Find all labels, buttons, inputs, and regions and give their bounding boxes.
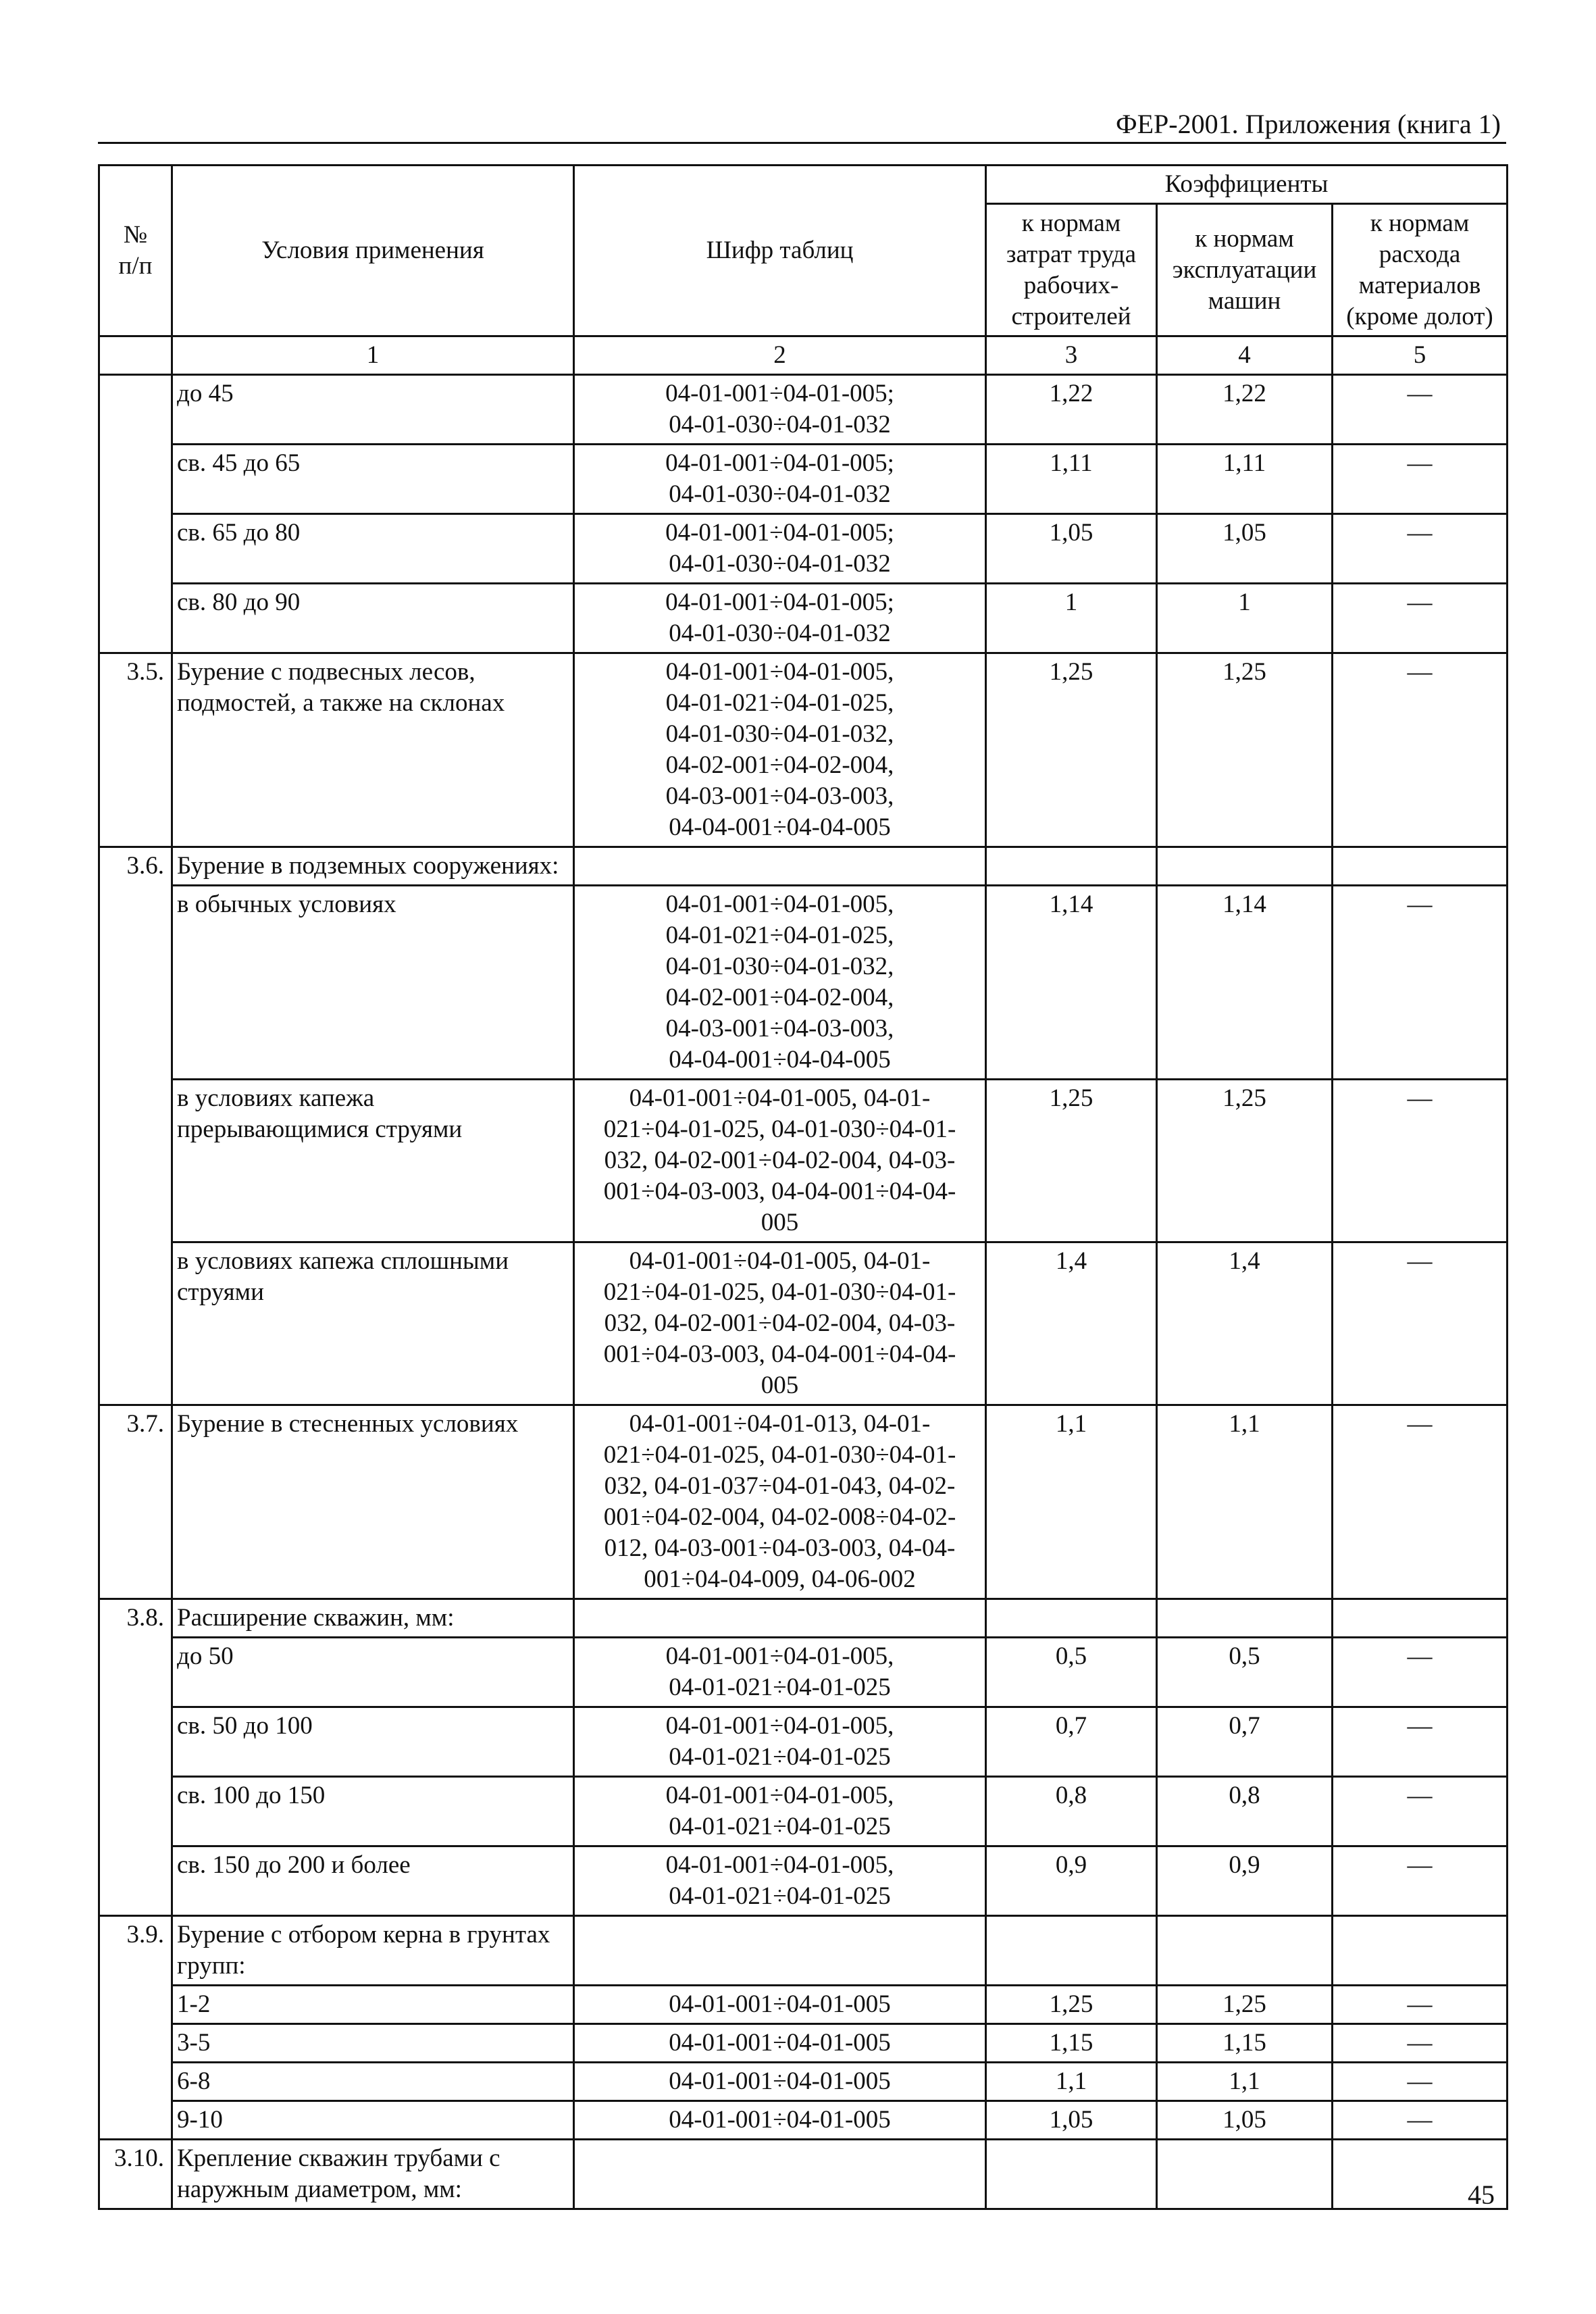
row-coef-labor: 0,7 (986, 1707, 1157, 1777)
row-condition: св. 65 до 80 (172, 514, 574, 584)
header-labor: к нормам затрат труда рабочих-строителей (986, 204, 1157, 336)
row-table-code: 04-01-001÷04-01-005, 04-01-021÷04-01-025 (574, 1638, 986, 1707)
row-number (99, 1242, 172, 1405)
table-row (99, 445, 1508, 514)
row-number (99, 514, 172, 584)
row-coef-machines: 0,9 (1157, 1846, 1333, 1916)
row-table-code: 04-01-001÷04-01-005 (574, 2024, 986, 2063)
row-coef-labor: 1,05 (986, 514, 1157, 584)
table-row (99, 1777, 1508, 1846)
row-number (99, 2024, 172, 2063)
row-coef-materials: — (1333, 1986, 1508, 2024)
coefficients-table (98, 164, 1508, 2210)
row-coef-machines: 1,05 (1157, 2101, 1333, 2140)
table-row (99, 514, 1508, 584)
row-table-code: 04-01-001÷04-01-013, 04-01- 021÷04-01-025, 04-01-030÷04-01- 032, 04-01-037÷04-01-043, 04-02- 001÷04-02-004, 04-02-008÷04-02- 012, 04-03-001÷04-03-003, 04-04- 001÷04-04-009, 04-06-002 (574, 1405, 986, 1599)
header-conditions: Условия применения (172, 166, 574, 336)
row-number (99, 2101, 172, 2140)
row-condition: Бурение с подвесных лесов, подмостей, а также на склонах (172, 653, 574, 847)
row-condition: 3-5 (172, 2024, 574, 2063)
table-row (99, 2063, 1508, 2101)
table-row (99, 1638, 1508, 1707)
row-condition: св. 50 до 100 (172, 1707, 574, 1777)
row-coef-materials: — (1333, 1777, 1508, 1846)
table-row (99, 1986, 1508, 2024)
row-coef-machines: 1,1 (1157, 1405, 1333, 1599)
row-coef-machines: 1 (1157, 584, 1333, 653)
row-condition: Бурение в подземных сооружениях: (172, 847, 574, 886)
row-coef-labor: 1,25 (986, 1986, 1157, 2024)
table-row (99, 886, 1508, 1080)
row-coef-machines: 1,25 (1157, 1080, 1333, 1242)
row-number (99, 1986, 172, 2024)
header-machines: к нормам эксплуатации машин (1157, 204, 1333, 336)
row-condition: св. 80 до 90 (172, 584, 574, 653)
header-num: № п/п (99, 166, 172, 336)
row-number (99, 1638, 172, 1707)
row-condition: 1-2 (172, 1986, 574, 2024)
row-number (99, 1846, 172, 1916)
row-coef-materials: — (1333, 2024, 1508, 2063)
row-coef-machines (1157, 2140, 1333, 2209)
row-coef-machines: 0,8 (1157, 1777, 1333, 1846)
row-coef-labor: 1,22 (986, 375, 1157, 445)
row-coef-labor: 1 (986, 584, 1157, 653)
row-coef-materials: — (1333, 653, 1508, 847)
row-condition: до 45 (172, 375, 574, 445)
row-number (99, 1080, 172, 1242)
header-index-2: 2 (574, 336, 986, 375)
table-row (99, 1599, 1508, 1638)
table-row (99, 1707, 1508, 1777)
row-coef-labor (986, 1599, 1157, 1638)
table-row (99, 2140, 1508, 2209)
header-materials: к нормам расхода материалов (кроме долот) (1333, 204, 1508, 336)
header-index-0 (99, 336, 172, 375)
row-condition: св. 150 до 200 и более (172, 1846, 574, 1916)
row-table-code: 04-01-001÷04-01-005, 04-01- 021÷04-01-025, 04-01-030÷04-01- 032, 04-02-001÷04-02-004, 04-03- 001÷04-03-003, 04-04-001÷04-04- 005 (574, 1080, 986, 1242)
row-table-code (574, 1599, 986, 1638)
table-row (99, 1916, 1508, 1986)
row-coef-labor: 1,11 (986, 445, 1157, 514)
row-condition: 6-8 (172, 2063, 574, 2101)
row-coef-materials (1333, 847, 1508, 886)
row-table-code: 04-01-001÷04-01-005 (574, 1986, 986, 2024)
row-coef-labor (986, 1916, 1157, 1986)
table-row (99, 653, 1508, 847)
row-coef-labor: 1,05 (986, 2101, 1157, 2140)
header-index-5: 5 (1333, 336, 1508, 375)
row-condition: св. 100 до 150 (172, 1777, 574, 1846)
table-row (99, 375, 1508, 445)
header-coefficients: Коэффициенты (986, 166, 1508, 204)
row-coef-labor: 0,9 (986, 1846, 1157, 1916)
row-table-code: 04-01-001÷04-01-005, 04-01-021÷04-01-025 (574, 1777, 986, 1846)
row-table-code: 04-01-001÷04-01-005; 04-01-030÷04-01-032 (574, 375, 986, 445)
row-number (99, 2063, 172, 2101)
row-coef-labor: 1,1 (986, 2063, 1157, 2101)
table-row (99, 584, 1508, 653)
row-coef-labor: 1,15 (986, 2024, 1157, 2063)
row-coef-materials: — (1333, 1707, 1508, 1777)
row-coef-labor: 1,25 (986, 1080, 1157, 1242)
table-head (99, 166, 1508, 375)
row-number: 3.10. (99, 2140, 172, 2209)
row-coef-materials: — (1333, 1242, 1508, 1405)
row-condition: Бурение с отбором керна в грунтах групп: (172, 1916, 574, 1986)
row-table-code (574, 1916, 986, 1986)
row-table-code: 04-01-001÷04-01-005, 04-01-021÷04-01-025 (574, 1707, 986, 1777)
row-coef-materials (1333, 1599, 1508, 1638)
row-table-code (574, 2140, 986, 2209)
row-coef-labor: 1,1 (986, 1405, 1157, 1599)
table-row (99, 1405, 1508, 1599)
row-table-code: 04-01-001÷04-01-005, 04-01-021÷04-01-025, 04-01-030÷04-01-032, 04-02-001÷04-02-004, 04-03-001÷04-03-003, 04-04-001÷04-04-005 (574, 653, 986, 847)
row-coef-materials: — (1333, 886, 1508, 1080)
row-table-code: 04-01-001÷04-01-005; 04-01-030÷04-01-032 (574, 445, 986, 514)
row-coef-machines: 1,11 (1157, 445, 1333, 514)
header-index-1: 1 (172, 336, 574, 375)
row-coef-machines: 1,1 (1157, 2063, 1333, 2101)
header-index-4: 4 (1157, 336, 1333, 375)
row-coef-labor: 0,8 (986, 1777, 1157, 1846)
row-coef-labor: 1,14 (986, 886, 1157, 1080)
document-title: ФЕР-2001. Приложения (книга 1) (1116, 109, 1501, 139)
row-coef-machines: 1,22 (1157, 375, 1333, 445)
row-coef-materials: — (1333, 1638, 1508, 1707)
row-condition: в обычных условиях (172, 886, 574, 1080)
row-coef-materials (1333, 1916, 1508, 1986)
row-coef-materials: — (1333, 514, 1508, 584)
row-coef-machines: 1,15 (1157, 2024, 1333, 2063)
row-number (99, 584, 172, 653)
row-table-code: 04-01-001÷04-01-005; 04-01-030÷04-01-032 (574, 514, 986, 584)
row-condition: Бурение в стесненных условиях (172, 1405, 574, 1599)
table-body (99, 375, 1508, 2209)
row-number: 3.7. (99, 1405, 172, 1599)
row-coef-materials: — (1333, 2101, 1508, 2140)
table-row (99, 2101, 1508, 2140)
row-coef-labor (986, 2140, 1157, 2209)
row-condition: св. 45 до 65 (172, 445, 574, 514)
row-condition: 9-10 (172, 2101, 574, 2140)
row-coef-machines: 0,5 (1157, 1638, 1333, 1707)
row-coef-labor: 1,4 (986, 1242, 1157, 1405)
table-row (99, 1080, 1508, 1242)
row-condition: в условиях капежа сплошными струями (172, 1242, 574, 1405)
row-coef-machines: 1,25 (1157, 1986, 1333, 2024)
row-coef-labor: 0,5 (986, 1638, 1157, 1707)
page-header (98, 108, 1506, 144)
row-condition: Расширение скважин, мм: (172, 1599, 574, 1638)
row-coef-materials: — (1333, 445, 1508, 514)
page-number: 45 (1468, 2180, 1495, 2210)
table-row (99, 2024, 1508, 2063)
row-number (99, 445, 172, 514)
row-number (99, 1777, 172, 1846)
table-row (99, 1846, 1508, 1916)
row-coef-machines (1157, 1599, 1333, 1638)
row-number (99, 375, 172, 445)
row-coef-materials: — (1333, 2063, 1508, 2101)
row-coef-machines (1157, 1916, 1333, 1986)
row-table-code: 04-01-001÷04-01-005, 04-01-021÷04-01-025 (574, 1846, 986, 1916)
row-coef-labor (986, 847, 1157, 886)
row-coef-materials: — (1333, 1405, 1508, 1599)
row-coef-labor: 1,25 (986, 653, 1157, 847)
row-coef-materials: — (1333, 1080, 1508, 1242)
row-coef-machines: 1,25 (1157, 653, 1333, 847)
row-table-code: 04-01-001÷04-01-005, 04-01-021÷04-01-025, 04-01-030÷04-01-032, 04-02-001÷04-02-004, 04-03-001÷04-03-003, 04-04-001÷04-04-005 (574, 886, 986, 1080)
row-coef-machines: 0,7 (1157, 1707, 1333, 1777)
row-coef-machines: 1,14 (1157, 886, 1333, 1080)
row-table-code: 04-01-001÷04-01-005; 04-01-030÷04-01-032 (574, 584, 986, 653)
row-coef-machines (1157, 847, 1333, 886)
row-table-code: 04-01-001÷04-01-005 (574, 2063, 986, 2101)
row-coef-materials: — (1333, 584, 1508, 653)
row-number: 3.5. (99, 653, 172, 847)
row-table-code: 04-01-001÷04-01-005, 04-01- 021÷04-01-025, 04-01-030÷04-01- 032, 04-02-001÷04-02-004, 04-03- 001÷04-03-003, 04-04-001÷04-04- 005 (574, 1242, 986, 1405)
table-row (99, 1242, 1508, 1405)
row-number (99, 886, 172, 1080)
row-coef-materials: — (1333, 375, 1508, 445)
row-number: 3.6. (99, 847, 172, 886)
table-row (99, 847, 1508, 886)
row-coef-machines: 1,4 (1157, 1242, 1333, 1405)
row-coef-materials: — (1333, 1846, 1508, 1916)
row-condition: Крепление скважин трубами с наружным диаметром, мм: (172, 2140, 574, 2209)
row-number: 3.8. (99, 1599, 172, 1638)
row-number (99, 1707, 172, 1777)
row-coef-machines: 1,05 (1157, 514, 1333, 584)
header-index-3: 3 (986, 336, 1157, 375)
row-table-code: 04-01-001÷04-01-005 (574, 2101, 986, 2140)
header-code: Шифр таблиц (574, 166, 986, 336)
row-table-code (574, 847, 986, 886)
row-number: 3.9. (99, 1916, 172, 1986)
row-condition: до 50 (172, 1638, 574, 1707)
row-condition: в условиях капежа прерывающимися струями (172, 1080, 574, 1242)
